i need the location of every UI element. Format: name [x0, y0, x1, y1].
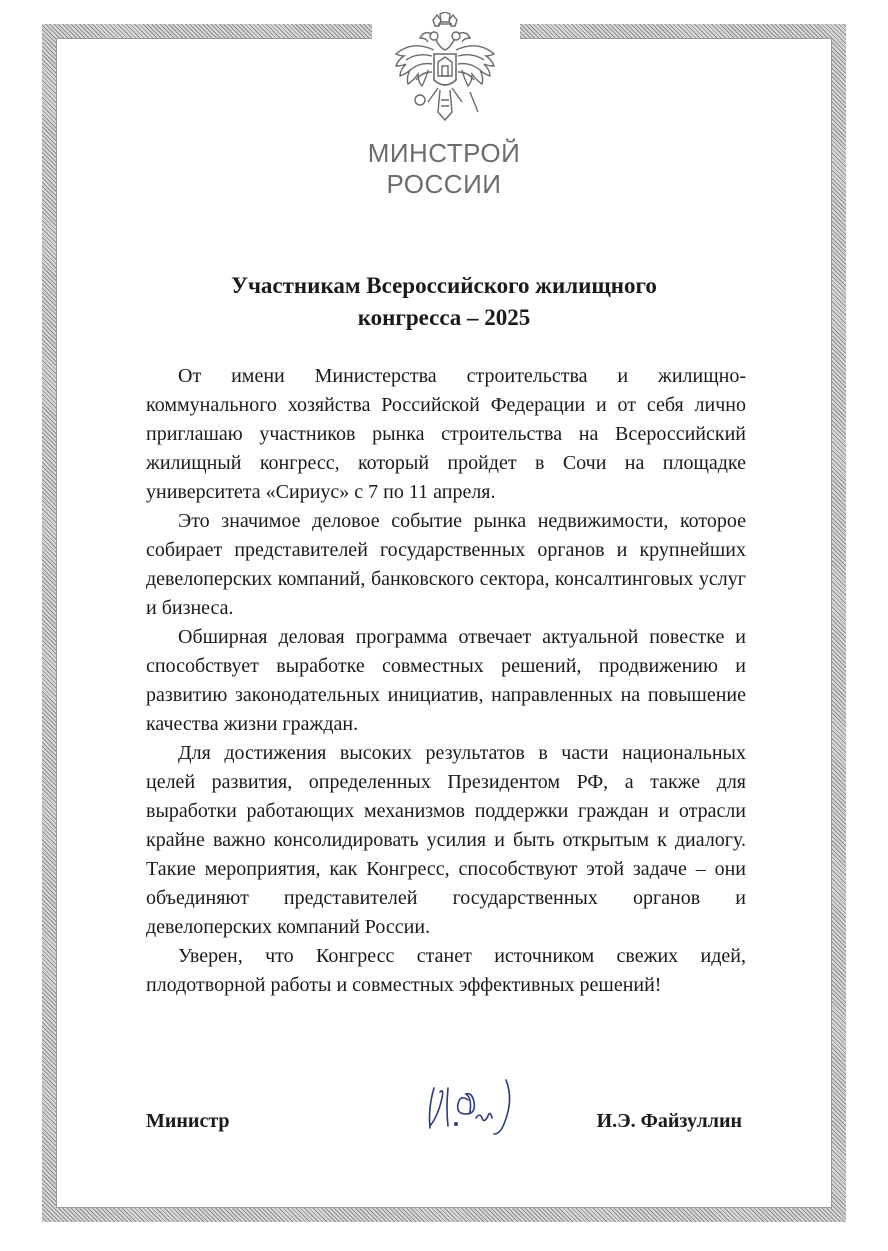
letter-paragraph: От имени Министерства строительства и жилищно-коммунального хозяйства Российской Федерации и от себя лично приглашаю участников рынка строительства на Всероссийский жилищный конгресс, который пройдет в Сочи на площадке университета «Сириус» с 7 по 11 апреля. [146, 365, 746, 503]
signer-name: И.Э. Файзуллин [596, 1110, 742, 1132]
letter-paragraph: Это значимое деловое событие рынка недвижимости, которое собирает представителей государственных органов и крупнейших девелоперских компаний, банковского сектора, консалтинговых услуг и бизнеса. [146, 510, 746, 619]
ministry-name-line2: РОССИИ [386, 169, 502, 199]
letter-title-line2: конгресса – 2025 [357, 305, 531, 330]
letter-paragraph: Для достижения высоких результатов в части национальных целей развития, определенных Президентом РФ, а также для выработки работающих механизмов поддержки граждан и отрасли крайне важно консолидировать усилия и быть открытым к диалогу. Такие мероприятия, как Конгресс, способствуют этой задаче – они объединяют представителей государственных органов и девелоперских компаний России. [146, 742, 746, 938]
letter-paragraph: Обширная деловая программа отвечает актуальной повестке и способствует выработке совместных решений, продвижению и развитию законодательных инициатив, направленных на повышение качества жизни граждан. [146, 626, 746, 735]
double-headed-eagle-emblem-icon [388, 12, 502, 136]
signer-title: Министр [146, 1110, 230, 1132]
letter-body [146, 362, 746, 1000]
letter-title-line1: Участникам Всероссийского жилищного [231, 273, 657, 298]
signature-row [146, 1110, 746, 1150]
letter-paragraph: Уверен, что Конгресс станет источником свежих идей, плодотворной работы и совместных эффективных решений! [146, 945, 746, 996]
ministry-name [300, 138, 588, 200]
ministry-name-line1: МИНСТРОЙ [367, 138, 521, 168]
letter-title [120, 270, 768, 334]
